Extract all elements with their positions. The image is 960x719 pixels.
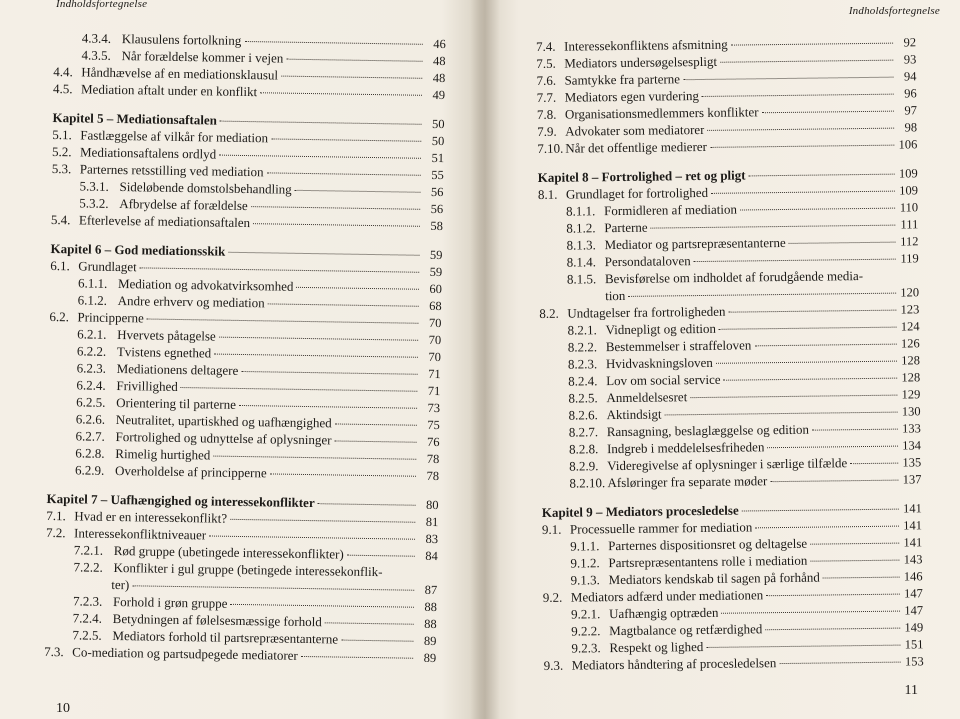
toc-page-number: 137 [902,472,922,487]
toc-entry-number: 4.3.5. [81,47,111,63]
toc-entry-title: Interessekonfliktens afsmitning [564,36,728,54]
toc-leader-dots [728,309,896,313]
toc-leader-dots [281,75,422,79]
toc-page-number: 112 [900,234,919,249]
toc-leader-dots [270,472,416,476]
toc-leader-dots [334,439,416,442]
toc-page-number: 71 [428,366,441,382]
toc-leader-dots [716,360,897,364]
toc-page-number: 71 [427,383,441,399]
toc-page-number: 75 [427,417,440,433]
toc-page-number: 109 [899,183,918,198]
toc-leader-dots [810,559,899,562]
toc-entry-number: 6.2.2. [76,343,107,359]
toc-entry-number: 9.2.1. [570,606,601,622]
toc-page-number: 56 [430,184,444,200]
toc-leader-dots [812,428,898,431]
right-page-number: 11 [904,683,918,698]
toc-entry-title: Parterne [604,219,648,236]
left-page-number: 10 [56,701,70,716]
toc-page-number: 68 [429,298,442,314]
toc-entry-title: Håndhævelse af en mediationsklausul [81,64,279,83]
toc-page-number: 73 [427,400,441,416]
toc-entry-title: Forhold i grøn gruppe [112,593,228,611]
toc-page-number: 78 [426,468,440,484]
toc-leader-dots [850,462,898,465]
toc-entry-title: Aktindsigt [606,406,662,423]
toc-entry-title: Klausulens fortolkning [121,31,242,48]
toc-page-number: 89 [423,650,437,666]
toc-entry-title: Principperne [77,309,145,326]
toc-entry-number: 6.2.1. [77,326,107,342]
toc-page-number: 96 [904,86,917,101]
toc-entry-title: Persondataloven [604,253,691,270]
toc-page-number: 129 [901,387,921,402]
toc-page-number: 50 [431,116,445,132]
toc-entry-number: 7.3. [44,643,64,660]
toc-entry-number: 5.2. [51,143,72,160]
toc-entry-number: 7.2.2. [73,559,103,575]
toc-entry-title: Interessekonfliktniveauer [73,525,207,543]
toc-leader-dots [230,518,415,523]
toc-entry-number: 8.2.7. [568,424,599,440]
toc-entry-number: 9.1.2. [570,555,600,571]
toc-entry-title: Videregivelse af oplysninger i særlige tilfælde [607,455,848,474]
toc-leader-dots [707,127,894,131]
toc-entry-number: 8.2.8. [568,441,599,457]
toc-entry-number: 6.1. [50,257,70,274]
toc-leader-dots [347,554,415,557]
toc-page-number: 124 [900,319,920,334]
toc-entry-title: Mediators håndtering af procesledelsen [571,655,777,673]
toc-entry-title: Mediators forhold til partsrepræsentanterne [112,627,339,647]
toc-page-number: 134 [902,438,922,453]
toc-page-number: 87 [424,582,438,598]
toc-entry-title: Overholdelse af principperne [114,463,267,481]
toc-entry-number: 7.2. [45,524,66,541]
toc-entry-number: 6.1.2. [77,292,108,308]
toc-page-number: 135 [902,455,922,470]
toc-entry-number: 9.1. [541,521,562,537]
toc-leader-dots [651,224,896,229]
toc-leader-dots [220,120,422,125]
toc-entry-number: 7.6. [536,72,557,88]
toc-entry-title: Kapitel 8 – Fortrolighed – ret og pligt [537,167,746,185]
toc-leader-dots [683,76,893,81]
toc-entry-title: Parternes dispositionsret og deltagelse [608,535,808,554]
toc-page-number: 48 [432,53,446,69]
right-toc [536,33,924,674]
toc-leader-dots [742,508,899,512]
toc-leader-dots [767,445,898,449]
toc-entry-title: Mediation og advokatvirksomhed [117,276,294,294]
toc-leader-dots [706,644,900,648]
toc-entry-number: 7.4. [536,38,556,54]
toc-page-number: 130 [901,404,921,419]
toc-leader-dots [132,584,414,590]
toc-entry-title: Grundlaget for fortrolighed [565,184,709,202]
toc-page-number: 59 [429,247,443,263]
toc-entry-title: Hvad er en interessekonflikt? [74,508,228,526]
toc-entry-number: 4.5. [52,80,73,97]
toc-entry-title: Sideløbende domstolsbehandling [119,179,292,197]
toc-leader-dots [702,93,894,97]
toc-entry-title: Tvistens egnethed [116,344,212,361]
toc-entry-title: tion [605,287,626,304]
toc-leader-dots [181,386,418,392]
toc-entry-title: Co-mediation og partsudpegede mediatorer [72,644,298,663]
toc-entry-title: Anmeldelsesret [606,389,688,406]
toc-entry-title: Respekt og lighed [609,639,704,656]
toc-entry-title: Efterlevelse af mediationsaftalen [78,212,251,231]
toc-entry-title: Når forældelse kommer i vejen [121,48,284,66]
toc-entry [537,135,917,157]
toc-leader-dots [260,91,422,96]
toc-leader-dots [628,292,896,297]
toc-page-number: 147 [904,603,924,618]
toc-entry-title: Orientering til parterne [116,395,237,412]
right-running-head: Indholdsfortegnelse [848,5,940,17]
toc-leader-dots [219,154,421,159]
toc-entry-title: Mediators undersøgelsespligt [564,53,718,71]
toc-page-number: 46 [433,36,446,52]
toc-entry-number: 8.2.3. [567,356,598,372]
toc-entry-title: Betydningen af følelsesmæssige forhold [112,610,322,630]
toc-entry-title: Bevisførelse om indholdet af forudgående media- [604,268,864,287]
toc-page-number: 128 [901,370,921,385]
toc-leader-dots [219,336,418,341]
toc-entry-number: 5.3. [51,160,72,177]
toc-entry-title: Mediators egen vurdering [564,88,700,105]
toc-page-number: 60 [429,281,443,297]
toc-page-number: 93 [903,52,917,67]
toc-entry [544,652,924,674]
toc-entry-title: Mediator og partsrepræsentanterne [604,234,786,253]
toc-page-number: 120 [900,285,920,300]
toc-leader-dots [719,326,897,330]
toc-entry-title: Uafhængig optræden [608,604,719,622]
toc-entry-title: Processuelle rammer for mediation [569,519,753,537]
toc-entry-number: 9.2.3. [571,640,601,656]
toc-page-number: 55 [431,167,444,183]
toc-page-number: 56 [430,201,444,217]
toc-leader-dots [267,171,421,175]
toc-entry-title: Parternes retsstilling ved mediation [79,161,264,180]
toc-leader-dots [268,302,419,306]
toc-leader-dots [271,137,421,141]
toc-entry-title: Kapitel 7 – Uafhængighed og interessekonflikter [46,490,315,511]
toc-entry-number: 4.4. [53,63,73,80]
toc-entry-number: 6.2.3. [76,360,107,376]
toc-entry-title: Fortrolighed og udnyttelse af oplysninger [115,429,332,448]
toc-entry-title: Kapitel 6 – God mediationsskik [50,240,226,259]
toc-leader-dots [214,353,418,358]
toc-entry-title: Grundlaget [78,258,137,275]
toc-page-number: 49 [432,87,446,103]
left-toc [44,29,446,666]
toc-entry-title: Hvidvaskningsloven [605,354,713,372]
toc-entry-title: Andre erhverv og mediation [117,293,265,311]
toc-entry-number: 7.7. [536,89,557,105]
toc-leader-dots [810,542,899,545]
toc-entry-number: 7.2.1. [73,542,104,558]
toc-entry-number: 6.2.8. [75,445,105,461]
toc-entry-title: Kapitel 9 – Mediators procesledelse [541,502,739,520]
toc-entry-title: Mediators kendskab til sagen på forhånd [608,569,820,588]
toc-entry-number: 8.2. [539,305,559,321]
toc-leader-dots [766,593,900,597]
toc-page-number: 48 [432,70,446,86]
toc-leader-dots [711,190,895,194]
toc-entry-title: Frivillighed [116,378,178,394]
toc-leader-dots [724,377,898,381]
toc-leader-dots [740,207,895,211]
toc-entry-number: 6.2.7. [75,428,105,444]
toc-entry-title: Ransagning, beslaglæggelse og edition [606,421,810,440]
toc-leader-dots [770,479,898,483]
toc-page-number: 110 [899,200,919,215]
toc-entry-number: 8.2.9. [569,458,599,474]
toc-page-number: 51 [431,150,445,166]
toc-page-number: 94 [903,69,917,84]
toc-page-number: 97 [904,103,917,118]
toc-page-number: 80 [425,497,439,513]
toc-leader-dots [251,205,420,210]
toc-leader-dots [230,603,414,608]
toc-entry-title: Afsløringer fra separate møder [607,473,768,491]
toc-leader-dots [710,144,894,148]
toc-entry-title: Formidleren af mediation [604,201,738,219]
toc-entry-number: 6.2.5. [76,394,106,410]
toc-page-number: 119 [900,251,919,266]
toc-entry-title: Afbrydelse af forældelse [119,196,248,214]
toc-page-number: 151 [904,637,924,652]
toc-page-number: 141 [903,535,923,550]
toc-entry-number: 9.3. [543,657,564,673]
toc-entry-title: Hvervets påtagelse [117,327,216,344]
toc-entry-number: 6.2.4. [76,377,106,393]
toc-entry-number: 7.8. [536,106,557,122]
toc-leader-dots [295,189,421,193]
toc-page-number: 126 [900,336,920,351]
toc-entry-number: 4.3.4. [81,30,112,46]
toc-leader-dots [789,241,896,244]
toc-entry-number: 7.5. [536,55,556,71]
toc-entry-number: 6.1.1. [77,275,108,291]
toc-leader-dots [755,525,899,529]
toc-entry-number: 9.2.2. [571,623,601,639]
toc-page-number: 58 [430,218,444,234]
toc-page-number: 81 [425,514,439,530]
toc-entry-number: 8.1.3. [566,237,596,253]
toc-entry-title: Mediationsaftalens ordlyd [79,144,217,162]
toc-leader-dots [720,59,893,63]
toc-leader-dots [318,502,416,506]
toc-leader-dots [228,251,419,256]
toc-entry-number: 5.3.2. [79,195,109,211]
toc-entry-number: 7.2.4. [72,610,103,626]
toc-entry-number: 5.1. [52,126,72,143]
toc-entry-number: 8.2.2. [567,339,598,355]
toc-entry-title: ter) [111,576,130,593]
toc-entry-title: Mediators adfærd under mediationen [570,587,764,605]
toc-page-number: 76 [426,434,440,450]
toc-page-number: 92 [903,35,917,50]
toc-entry-number: 8.1.2. [566,220,596,236]
toc-leader-dots [823,576,900,579]
toc-entry-number: 8.2.1. [567,322,597,338]
toc-leader-dots [244,40,422,45]
toc-leader-dots [779,661,900,664]
toc-entry-number: 7.10. [537,140,564,156]
toc-leader-dots [296,286,419,290]
toc-entry-title: Partsrepræsentantens rolle i mediation [608,552,808,571]
toc-page-number: 109 [898,166,918,181]
toc-entry-title: Fastlæggelse af vilkår for mediation [80,127,269,146]
toc-entry-title: Mediation aftalt under en konflikt [80,81,258,100]
left-page [0,0,478,719]
toc-entry-number: 8.1.5. [566,271,597,287]
toc-leader-dots [341,639,413,642]
toc-entry-number: 9.1.1. [570,538,600,554]
toc-entry-title: Rimelig hurtighed [115,446,211,463]
toc-entry-number: 9.2. [542,589,563,605]
toc-page-number: 59 [429,264,443,280]
toc-page-number: 88 [424,616,437,632]
toc-entry-title: Neutralitet, upartiskhed og uafhængighed [115,412,332,431]
toc-page-number: 83 [425,531,439,547]
toc-leader-dots [241,370,417,375]
toc-page-number: 50 [431,133,445,149]
toc-page-number: 106 [898,137,918,152]
toc-entry-number: 7.9. [537,123,557,139]
toc-entry-number: 5.4. [50,211,71,228]
toc-entry-number: 7.1. [46,507,66,524]
toc-entry-title: Bestemmelser i straffeloven [605,337,752,355]
toc-entry-number: 8.2.4. [568,373,598,389]
toc-page-number: 78 [426,451,440,467]
toc-page-number: 143 [903,552,923,567]
toc-leader-dots [239,404,417,409]
toc-leader-dots [694,258,896,262]
toc-leader-dots [665,411,898,416]
toc-page-number: 141 [902,501,922,516]
toc-page-number: 123 [900,302,920,317]
toc-leader-dots [762,110,894,114]
toc-entry-title: Når det offentlige medierer [565,138,708,156]
toc-entry-title: Magtbalance og retfærdighed [609,621,763,639]
toc-leader-dots [754,343,896,347]
toc-entry-number: 8.2.10. [569,475,606,491]
toc-entry [541,470,921,492]
toc-page-number: 70 [428,315,442,331]
toc-entry-title: Kapitel 5 – Mediationsaftalen [52,109,218,128]
toc-entry-title: Samtykke fra parterne [564,71,681,88]
toc-leader-dots [147,317,419,323]
toc-page-number: 133 [901,421,921,436]
toc-entry-number: 6.2.6. [75,411,106,427]
toc-page-number: 88 [424,599,438,615]
toc-leader-dots [140,266,420,272]
toc-entry-title: Rød gruppe (ubetingede interessekonflikter) [113,543,344,562]
toc-entry-number: 8.2.6. [568,407,598,423]
toc-leader-dots [286,58,422,62]
toc-entry-number: 7.2.3. [72,593,103,609]
toc-leader-dots [301,655,413,659]
toc-leader-dots [765,627,900,631]
toc-entry-number: 9.1.3. [570,572,600,588]
toc-leader-dots [209,535,415,540]
toc-entry-title: Organisationsmedlemmers konflikter [564,104,759,122]
right-page [492,0,960,719]
toc-page-number: 70 [428,332,442,348]
toc-page-number: 98 [904,120,918,135]
toc-leader-dots [325,621,414,624]
toc-entry-number: 8.1.1. [566,203,596,219]
toc-page-number: 149 [904,620,924,635]
toc-entry-number: 5.3.1. [79,178,109,194]
toc-entry-number: 7.2.5. [72,627,102,643]
toc-entry-title: Mediationens deltagere [116,361,239,378]
toc-entry-title: Lov om social service [606,371,721,389]
toc-page-number: 89 [423,633,437,649]
toc-leader-dots [749,173,895,177]
toc-leader-dots [721,610,900,614]
toc-page-number: 70 [428,349,442,365]
toc-leader-dots [253,222,420,227]
toc-entry-title: Konflikter i gul gruppe (betingede interessekonflik- [113,560,383,580]
toc-entry-title: Vidnepligt og edition [605,320,717,338]
toc-leader-dots [731,42,893,46]
toc-leader-dots [213,455,416,460]
toc-entry-title: Advokater som mediatorer [565,121,705,139]
toc-page-number: 141 [903,518,923,533]
toc-page-number: 146 [903,569,923,584]
toc-entry-number: 8.2.5. [568,390,598,406]
toc-page-number: 153 [904,654,924,669]
left-running-head: Indholdsfortegnelse [56,0,148,10]
toc-page-number: 84 [425,548,438,564]
toc-page-number: 111 [900,217,919,232]
toc-leader-dots [690,394,897,399]
toc-page-number: 128 [901,353,921,368]
toc-page-number: 147 [903,586,923,601]
toc-entry-number: 8.1.4. [566,254,597,270]
toc-entry-title: Undtagelser fra fortroligheden [567,303,726,321]
toc-entry-number: 6.2. [49,308,70,325]
toc-leader-dots [335,422,417,425]
toc-entry-number: 6.2.9. [74,462,105,478]
toc-entry-title: Indgreb i meddelelsesfriheden [606,439,765,457]
toc-entry-number: 8.1. [537,186,558,202]
